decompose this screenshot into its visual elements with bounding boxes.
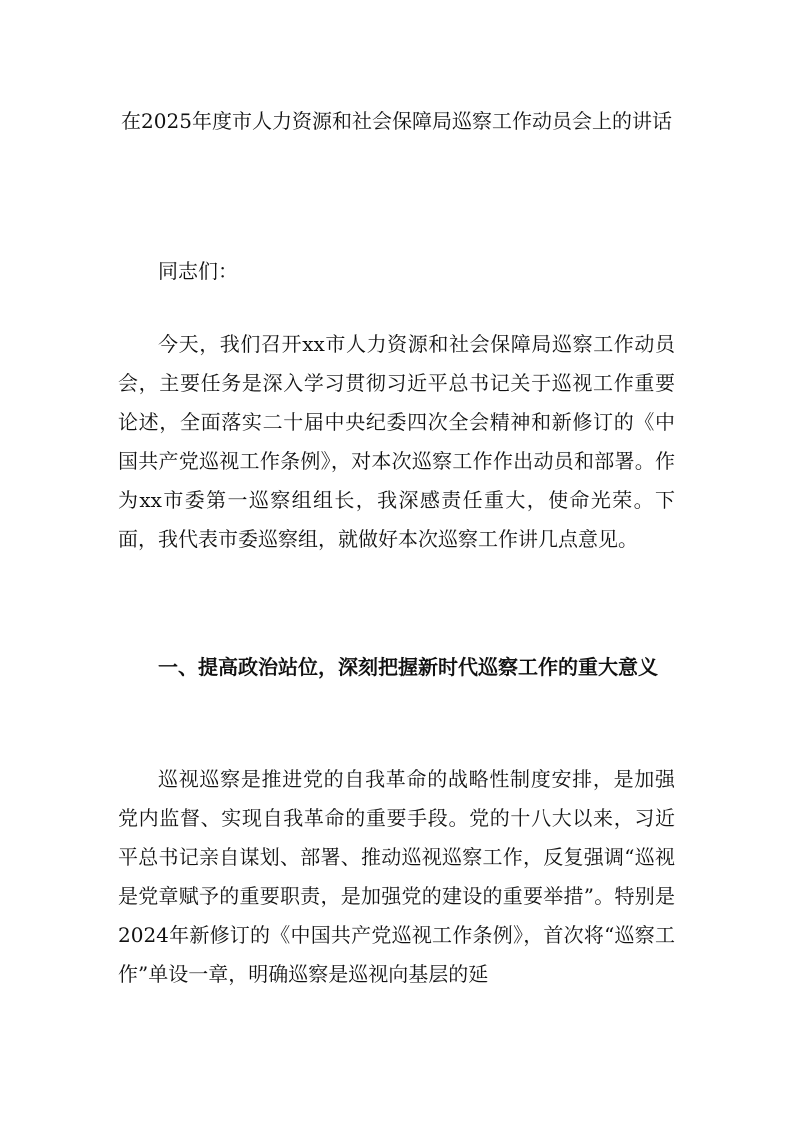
intro-paragraph: 今天，我们召开xx市人力资源和社会保障局巡察工作动员会，主要任务是深入学习贯彻习近平总书记关于巡视工作重要论述，全面落实二十届中央纪委四次全会精神和新修订的《中国共产党巡视工作条例》，对本次巡察工作作出动员和部署。作为xx市委第一巡察组组长，我深感责任重大，使命光荣。下面，我代表市委巡察组，就做好本次巡察工作讲几点意见。 (118, 332, 675, 551)
document-title: 在2025年度市人力资源和社会保障局巡察工作动员会上的讲话 (121, 109, 672, 133)
salutation: 同志们： (158, 259, 238, 283)
section-paragraph: 巡视巡察是推进党的自我革命的战略性制度安排，是加强党内监督、实现自我革命的重要手段。党的十八大以来，习近平总书记亲自谋划、部署、推动巡视巡察工作，反复强调“巡视是党章赋予的重要职责，是加强党的建设的重要举措”。特别是2024年新修订的《中国共产党巡视工作条例》，首次将“巡察工作”单设一章，明确巡察是巡视向基层的延 (118, 767, 675, 986)
section-heading: 一、提高政治站位，深刻把握新时代巡察工作的重大意义 (158, 655, 658, 679)
